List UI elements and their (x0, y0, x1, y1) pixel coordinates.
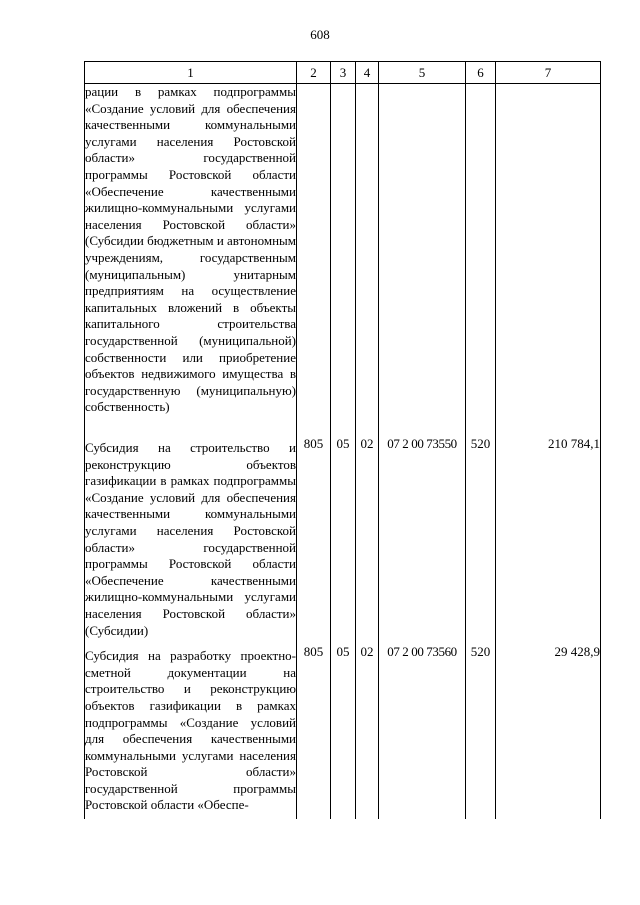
row-c7: 29 428,9 (496, 644, 601, 819)
row-description: Субсидия на строительство и реконструкцию объектов газификации в рамках подпрограммы «Создание условий для обеспечения качественными коммунальными услугами населения Ростовской области» государственной программы Ростовской области «Обеспечение качественными жилищно-коммунальными услугами населения Ростовской области» (Субсидии) (85, 436, 297, 644)
column-header-3: 3 (331, 62, 356, 84)
row-c3: 05 (331, 436, 356, 644)
row-c4: 02 (356, 436, 379, 644)
page-number: 608 (310, 27, 330, 42)
table-row (85, 436, 601, 644)
row-c5 (379, 84, 466, 437)
row-c2: 805 (297, 436, 331, 644)
table-row (85, 644, 601, 819)
row-description: Субсидия на разработку проектно-сметной документации на строительство и реконструкцию объектов газификации в рамках подпрограммы «Создание условий для обеспечения качественными коммунальными услугами населения Ростовской области» государственной программы Ростовской области «Обеспе- (85, 644, 297, 819)
budget-table (84, 61, 601, 819)
row-c3: 05 (331, 644, 356, 819)
row-c4 (356, 84, 379, 437)
row-description: рации в рамках подпрограммы «Создание условий для обеспечения качественными коммунальными услугами населения Ростовской области» государственной программы Ростовской области «Обеспечение качественными жилищно-коммунальными услугами населения Ростовской области» (Субсидии бюджетным и автономным учреждениям, государственным (муниципальным) унитарным предприятиям на осуществление капитальных вложений в объекты капитального строительства государственной (муниципальной) собственности или приобретение объектов недвижимого имущества в государственную (муниципальную) собственность) (85, 84, 297, 437)
row-c3 (331, 84, 356, 437)
row-c2: 805 (297, 644, 331, 819)
row-c6 (466, 84, 496, 437)
column-header-7: 7 (496, 62, 601, 84)
table-row (85, 84, 601, 437)
column-header-1: 1 (85, 62, 297, 84)
row-c2 (297, 84, 331, 437)
row-c6: 520 (466, 436, 496, 644)
row-c4: 02 (356, 644, 379, 819)
column-header-6: 6 (466, 62, 496, 84)
column-header-4: 4 (356, 62, 379, 84)
row-c5: 07 2 00 73550 (379, 436, 466, 644)
column-header-5: 5 (379, 62, 466, 84)
column-header-2: 2 (297, 62, 331, 84)
row-c5: 07 2 00 73560 (379, 644, 466, 819)
column-header-row (85, 62, 601, 84)
row-c6: 520 (466, 644, 496, 819)
row-c7 (496, 84, 601, 437)
row-c7: 210 784,1 (496, 436, 601, 644)
